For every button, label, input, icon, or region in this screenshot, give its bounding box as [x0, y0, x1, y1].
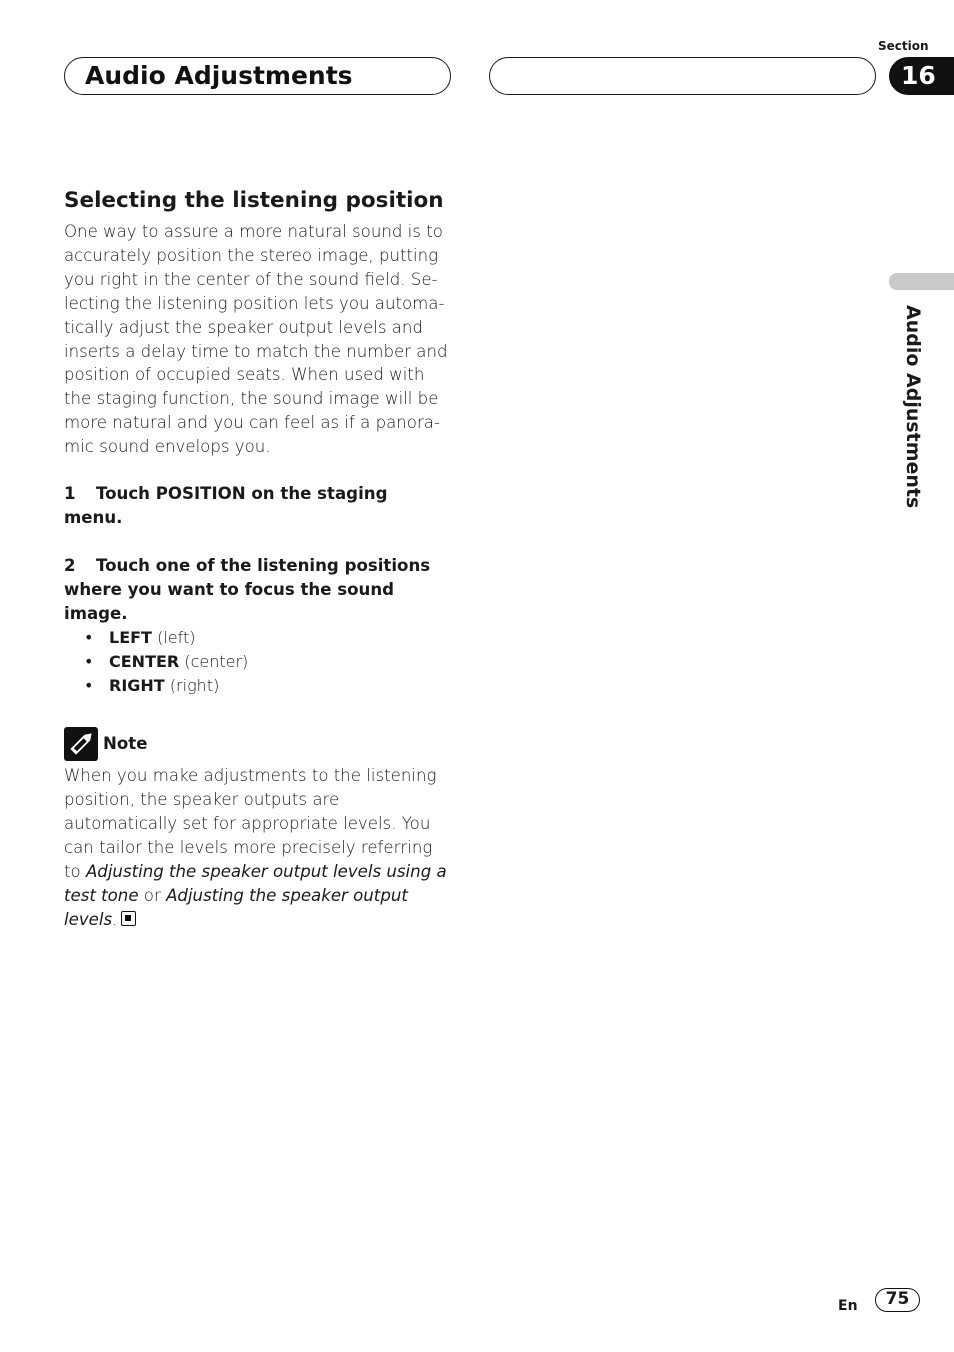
intro-paragraph: One way to assure a more natural sound is to accurately position the stereo image, putting you right in the center of the sound field. Selecting the listening position lets you automatically adjust the speaker output levels and inserts a delay time to match the number and position of occupied seats. When used with the staging function, the sound image will be more natural and you can feel as if a panoramic sound envelops you.: [64, 222, 448, 457]
note-header: [64, 727, 450, 761]
step-text: Touch one of the listening positions where you want to focus the sound image.: [64, 556, 431, 624]
position-options-list: [64, 626, 450, 698]
option-label: RIGHT: [109, 676, 165, 696]
section-label: Section: [878, 39, 929, 53]
step-text: Touch POSITION on the staging menu.: [64, 484, 388, 528]
note-title: Note: [103, 734, 148, 754]
bullet: •: [84, 652, 94, 672]
note-text: [64, 764, 450, 931]
header-title-box: [64, 57, 451, 95]
option-desc: (center): [184, 652, 249, 672]
note-reference: Adjusting the speaker output levels: [64, 885, 408, 929]
step-1: [64, 482, 450, 530]
note-text-part: When you make adjustments to the listening position, the speaker outputs are automatically set for appropriate levels. You can tailor the levels more precisely referring to: [64, 766, 437, 881]
note-text-part: or: [138, 885, 167, 905]
header-title: Audio Adjustments: [85, 61, 353, 90]
bullet: •: [84, 676, 94, 696]
step-2: [64, 554, 450, 626]
section-heading: Selecting the listening position: [64, 188, 444, 213]
option-desc: (right): [169, 676, 220, 696]
page-number: 75: [875, 1288, 920, 1312]
bullet: •: [84, 628, 94, 648]
note-text-part: .: [112, 909, 118, 929]
list-item: [84, 674, 450, 698]
list-item: [84, 650, 450, 674]
end-of-section-icon: [121, 911, 136, 926]
pencil-icon: [64, 727, 98, 761]
option-desc: (left): [157, 628, 196, 648]
main-column: [64, 186, 450, 931]
language-label: En: [838, 1298, 858, 1314]
note-reference: Adjusting the speaker output levels using a test tone: [64, 861, 447, 905]
step-number: 1: [64, 484, 76, 504]
option-label: LEFT: [109, 628, 152, 648]
section-number: 16: [901, 61, 936, 90]
list-item: [84, 626, 450, 650]
side-section-label: Audio Adjustments: [902, 305, 924, 509]
header-empty-box: [489, 57, 876, 95]
step-number: 2: [64, 556, 76, 576]
option-label: CENTER: [109, 652, 180, 672]
section-badge: [889, 57, 954, 95]
side-tab-marker: [889, 273, 954, 290]
